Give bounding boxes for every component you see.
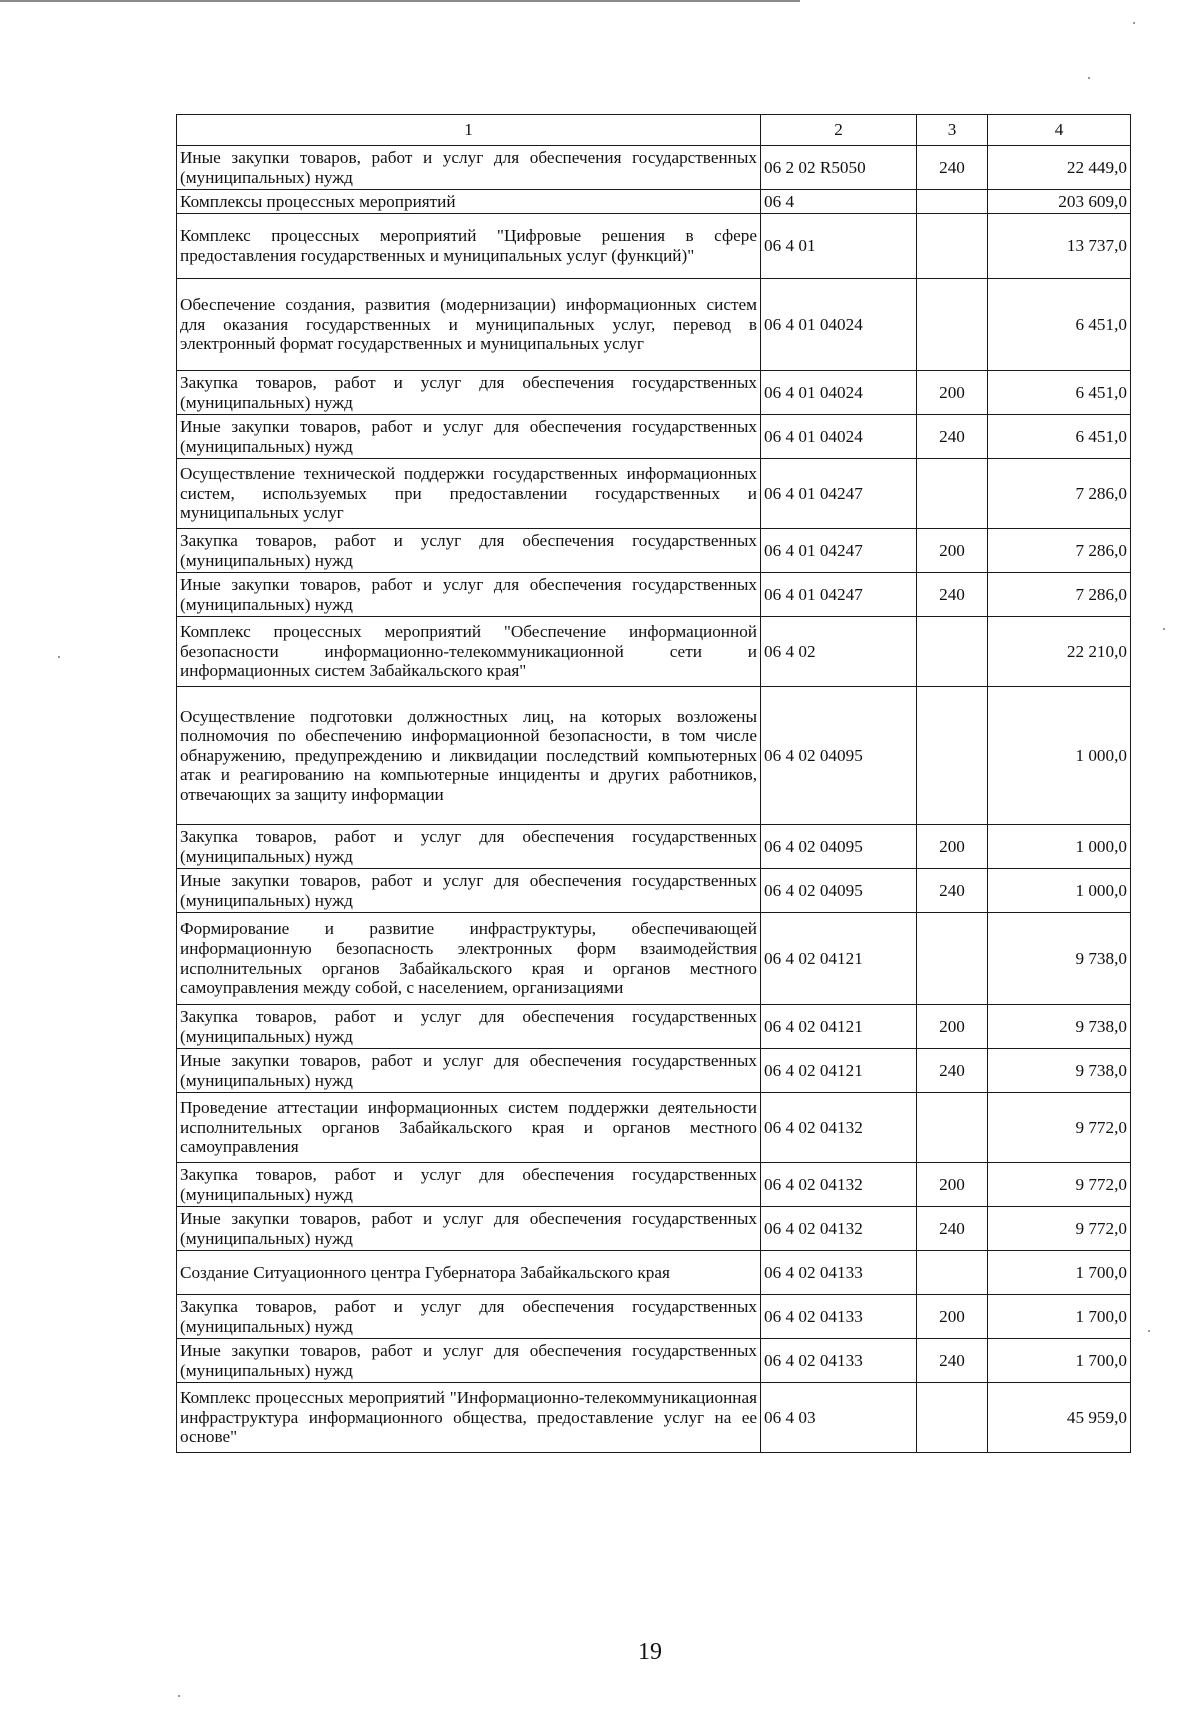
- scan-edge-line: [0, 0, 800, 2]
- row-code-cell: 06 4 02 04133: [761, 1339, 917, 1383]
- row-amount-cell: 22 210,0: [988, 617, 1131, 687]
- row-name-cell: Осуществление технической поддержки государственных информационных систем, используемых при предоставлении государственных и муниципальных услуг: [177, 459, 761, 529]
- row-amount-cell: 9 738,0: [988, 1049, 1131, 1093]
- header-col-3: 3: [917, 115, 988, 146]
- row-amount-cell: 9 738,0: [988, 1005, 1131, 1049]
- row-code-cell: 06 4 01 04024: [761, 279, 917, 371]
- row-name-cell: Закупка товаров, работ и услуг для обеспечения государственных (муниципальных) нужд: [177, 529, 761, 573]
- row-amount-cell: 1 700,0: [988, 1251, 1131, 1295]
- row-type-cell: 200: [917, 1005, 988, 1049]
- table-row: [177, 869, 1131, 913]
- scan-speck: [1148, 1330, 1150, 1332]
- row-name-cell: Закупка товаров, работ и услуг для обеспечения государственных (муниципальных) нужд: [177, 1163, 761, 1207]
- row-code-cell: 06 4 02 04132: [761, 1207, 917, 1251]
- row-amount-cell: 45 959,0: [988, 1383, 1131, 1453]
- table-row: [177, 1251, 1131, 1295]
- row-code-cell: 06 4 01 04247: [761, 529, 917, 573]
- row-type-cell: [917, 1383, 988, 1453]
- row-amount-cell: 203 609,0: [988, 190, 1131, 214]
- row-amount-cell: 6 451,0: [988, 415, 1131, 459]
- row-code-cell: 06 4 02 04132: [761, 1163, 917, 1207]
- row-name-cell: Иные закупки товаров, работ и услуг для обеспечения государственных (муниципальных) нужд: [177, 1049, 761, 1093]
- row-type-cell: 200: [917, 529, 988, 573]
- row-amount-cell: 7 286,0: [988, 459, 1131, 529]
- row-code-cell: 06 4: [761, 190, 917, 214]
- row-amount-cell: 13 737,0: [988, 214, 1131, 279]
- page-number: 19: [638, 1639, 662, 1665]
- table-row: [177, 913, 1131, 1005]
- row-type-cell: 240: [917, 1207, 988, 1251]
- row-code-cell: 06 4 02 04121: [761, 913, 917, 1005]
- row-amount-cell: 9 772,0: [988, 1207, 1131, 1251]
- row-type-cell: 240: [917, 146, 988, 190]
- table-row: [177, 279, 1131, 371]
- row-amount-cell: 6 451,0: [988, 279, 1131, 371]
- budget-table: [176, 114, 1131, 1453]
- row-code-cell: 06 4 02 04121: [761, 1005, 917, 1049]
- table-row: [177, 687, 1131, 825]
- row-type-cell: 240: [917, 415, 988, 459]
- scan-speck: [1163, 628, 1165, 630]
- header-col-2: 2: [761, 115, 917, 146]
- row-type-cell: 200: [917, 825, 988, 869]
- row-type-cell: [917, 459, 988, 529]
- row-name-cell: Комплексы процессных мероприятий: [177, 190, 761, 214]
- scan-speck: [178, 1695, 180, 1697]
- row-code-cell: 06 4 02 04095: [761, 687, 917, 825]
- row-type-cell: 200: [917, 371, 988, 415]
- row-code-cell: 06 4 01 04247: [761, 573, 917, 617]
- row-code-cell: 06 4 02 04095: [761, 869, 917, 913]
- table-row: [177, 1295, 1131, 1339]
- row-name-cell: Проведение аттестации информационных систем поддержки деятельности исполнительных органов Забайкальского края и органов местного самоуправления: [177, 1093, 761, 1163]
- row-name-cell: Иные закупки товаров, работ и услуг для обеспечения государственных (муниципальных) нужд: [177, 869, 761, 913]
- table-row: [177, 529, 1131, 573]
- row-amount-cell: 9 772,0: [988, 1093, 1131, 1163]
- table-header-row: [177, 115, 1131, 146]
- table-row: [177, 190, 1131, 214]
- row-code-cell: 06 4 02 04132: [761, 1093, 917, 1163]
- row-amount-cell: 9 738,0: [988, 913, 1131, 1005]
- row-amount-cell: 1 000,0: [988, 869, 1131, 913]
- row-type-cell: [917, 1251, 988, 1295]
- row-name-cell: Иные закупки товаров, работ и услуг для обеспечения государственных (муниципальных) нужд: [177, 415, 761, 459]
- row-type-cell: [917, 279, 988, 371]
- row-type-cell: [917, 913, 988, 1005]
- row-type-cell: 240: [917, 1049, 988, 1093]
- row-name-cell: Комплекс процессных мероприятий "Обеспечение информационной безопасности информационно-телекоммуникационной сети и информационных систем Забайкальского края": [177, 617, 761, 687]
- row-name-cell: Иные закупки товаров, работ и услуг для обеспечения государственных (муниципальных) нужд: [177, 146, 761, 190]
- row-name-cell: Создание Ситуационного центра Губернатора Забайкальского края: [177, 1251, 761, 1295]
- row-name-cell: Иные закупки товаров, работ и услуг для обеспечения государственных (муниципальных) нужд: [177, 1207, 761, 1251]
- row-name-cell: Комплекс процессных мероприятий "Цифровые решения в сфере предоставления государственных и муниципальных услуг (функций)": [177, 214, 761, 279]
- row-code-cell: 06 2 02 R5050: [761, 146, 917, 190]
- table-row: [177, 825, 1131, 869]
- table-row: [177, 214, 1131, 279]
- table-row: [177, 617, 1131, 687]
- table-row: [177, 1005, 1131, 1049]
- table-row: [177, 1049, 1131, 1093]
- header-col-4: 4: [988, 115, 1131, 146]
- table-row: [177, 146, 1131, 190]
- row-type-cell: 240: [917, 869, 988, 913]
- row-type-cell: [917, 1093, 988, 1163]
- row-name-cell: Закупка товаров, работ и услуг для обеспечения государственных (муниципальных) нужд: [177, 1005, 761, 1049]
- row-code-cell: 06 4 02 04121: [761, 1049, 917, 1093]
- table-row: [177, 1383, 1131, 1453]
- row-type-cell: 200: [917, 1163, 988, 1207]
- row-code-cell: 06 4 01 04247: [761, 459, 917, 529]
- table-row: [177, 371, 1131, 415]
- row-type-cell: [917, 190, 988, 214]
- row-type-cell: [917, 617, 988, 687]
- scan-speck: [1133, 22, 1135, 24]
- row-type-cell: 240: [917, 573, 988, 617]
- row-type-cell: 240: [917, 1339, 988, 1383]
- row-code-cell: 06 4 02 04133: [761, 1251, 917, 1295]
- row-code-cell: 06 4 01 04024: [761, 415, 917, 459]
- row-amount-cell: 7 286,0: [988, 529, 1131, 573]
- table-row: [177, 1207, 1131, 1251]
- row-amount-cell: 22 449,0: [988, 146, 1131, 190]
- row-code-cell: 06 4 01: [761, 214, 917, 279]
- row-amount-cell: 6 451,0: [988, 371, 1131, 415]
- row-name-cell: Закупка товаров, работ и услуг для обеспечения государственных (муниципальных) нужд: [177, 825, 761, 869]
- row-type-cell: 200: [917, 1295, 988, 1339]
- row-amount-cell: 1 700,0: [988, 1295, 1131, 1339]
- row-name-cell: Комплекс процессных мероприятий "Информационно-телекоммуникационная инфраструктура информационного общества, предоставление услуг на ее основе": [177, 1383, 761, 1453]
- row-name-cell: Иные закупки товаров, работ и услуг для обеспечения государственных (муниципальных) нужд: [177, 1339, 761, 1383]
- row-amount-cell: 9 772,0: [988, 1163, 1131, 1207]
- row-code-cell: 06 4 02: [761, 617, 917, 687]
- row-name-cell: Обеспечение создания, развития (модернизации) информационных систем для оказания государственных и муниципальных услуг, перевод в электронный формат государственных и муниципальных услуг: [177, 279, 761, 371]
- row-amount-cell: 1 000,0: [988, 687, 1131, 825]
- table-row: [177, 415, 1131, 459]
- row-name-cell: Закупка товаров, работ и услуг для обеспечения государственных (муниципальных) нужд: [177, 371, 761, 415]
- row-type-cell: [917, 214, 988, 279]
- table-row: [177, 1163, 1131, 1207]
- row-name-cell: Осуществление подготовки должностных лиц, на которых возложены полномочия по обеспечению информационной безопасности, в том числе обнаружению, предупреждению и ликвидации последствий компьютерных атак и реагированию на компьютерные инциденты и других работников, отвечающих за защиту информации: [177, 687, 761, 825]
- row-code-cell: 06 4 02 04095: [761, 825, 917, 869]
- scan-speck: [1088, 77, 1090, 79]
- header-col-1: 1: [177, 115, 761, 146]
- table-row: [177, 573, 1131, 617]
- table-body: [177, 146, 1131, 1453]
- row-amount-cell: 1 000,0: [988, 825, 1131, 869]
- table-row: [177, 1339, 1131, 1383]
- row-code-cell: 06 4 02 04133: [761, 1295, 917, 1339]
- row-name-cell: Иные закупки товаров, работ и услуг для обеспечения государственных (муниципальных) нужд: [177, 573, 761, 617]
- scan-speck: [58, 656, 60, 658]
- row-code-cell: 06 4 03: [761, 1383, 917, 1453]
- table-row: [177, 1093, 1131, 1163]
- row-name-cell: Закупка товаров, работ и услуг для обеспечения государственных (муниципальных) нужд: [177, 1295, 761, 1339]
- row-amount-cell: 7 286,0: [988, 573, 1131, 617]
- row-name-cell: Формирование и развитие инфраструктуры, обеспечивающей информационную безопасность электронных форм взаимодействия исполнительных органов Забайкальского края и органов местного самоуправления между собой, с населением, организациями: [177, 913, 761, 1005]
- table-row: [177, 459, 1131, 529]
- row-code-cell: 06 4 01 04024: [761, 371, 917, 415]
- row-type-cell: [917, 687, 988, 825]
- row-amount-cell: 1 700,0: [988, 1339, 1131, 1383]
